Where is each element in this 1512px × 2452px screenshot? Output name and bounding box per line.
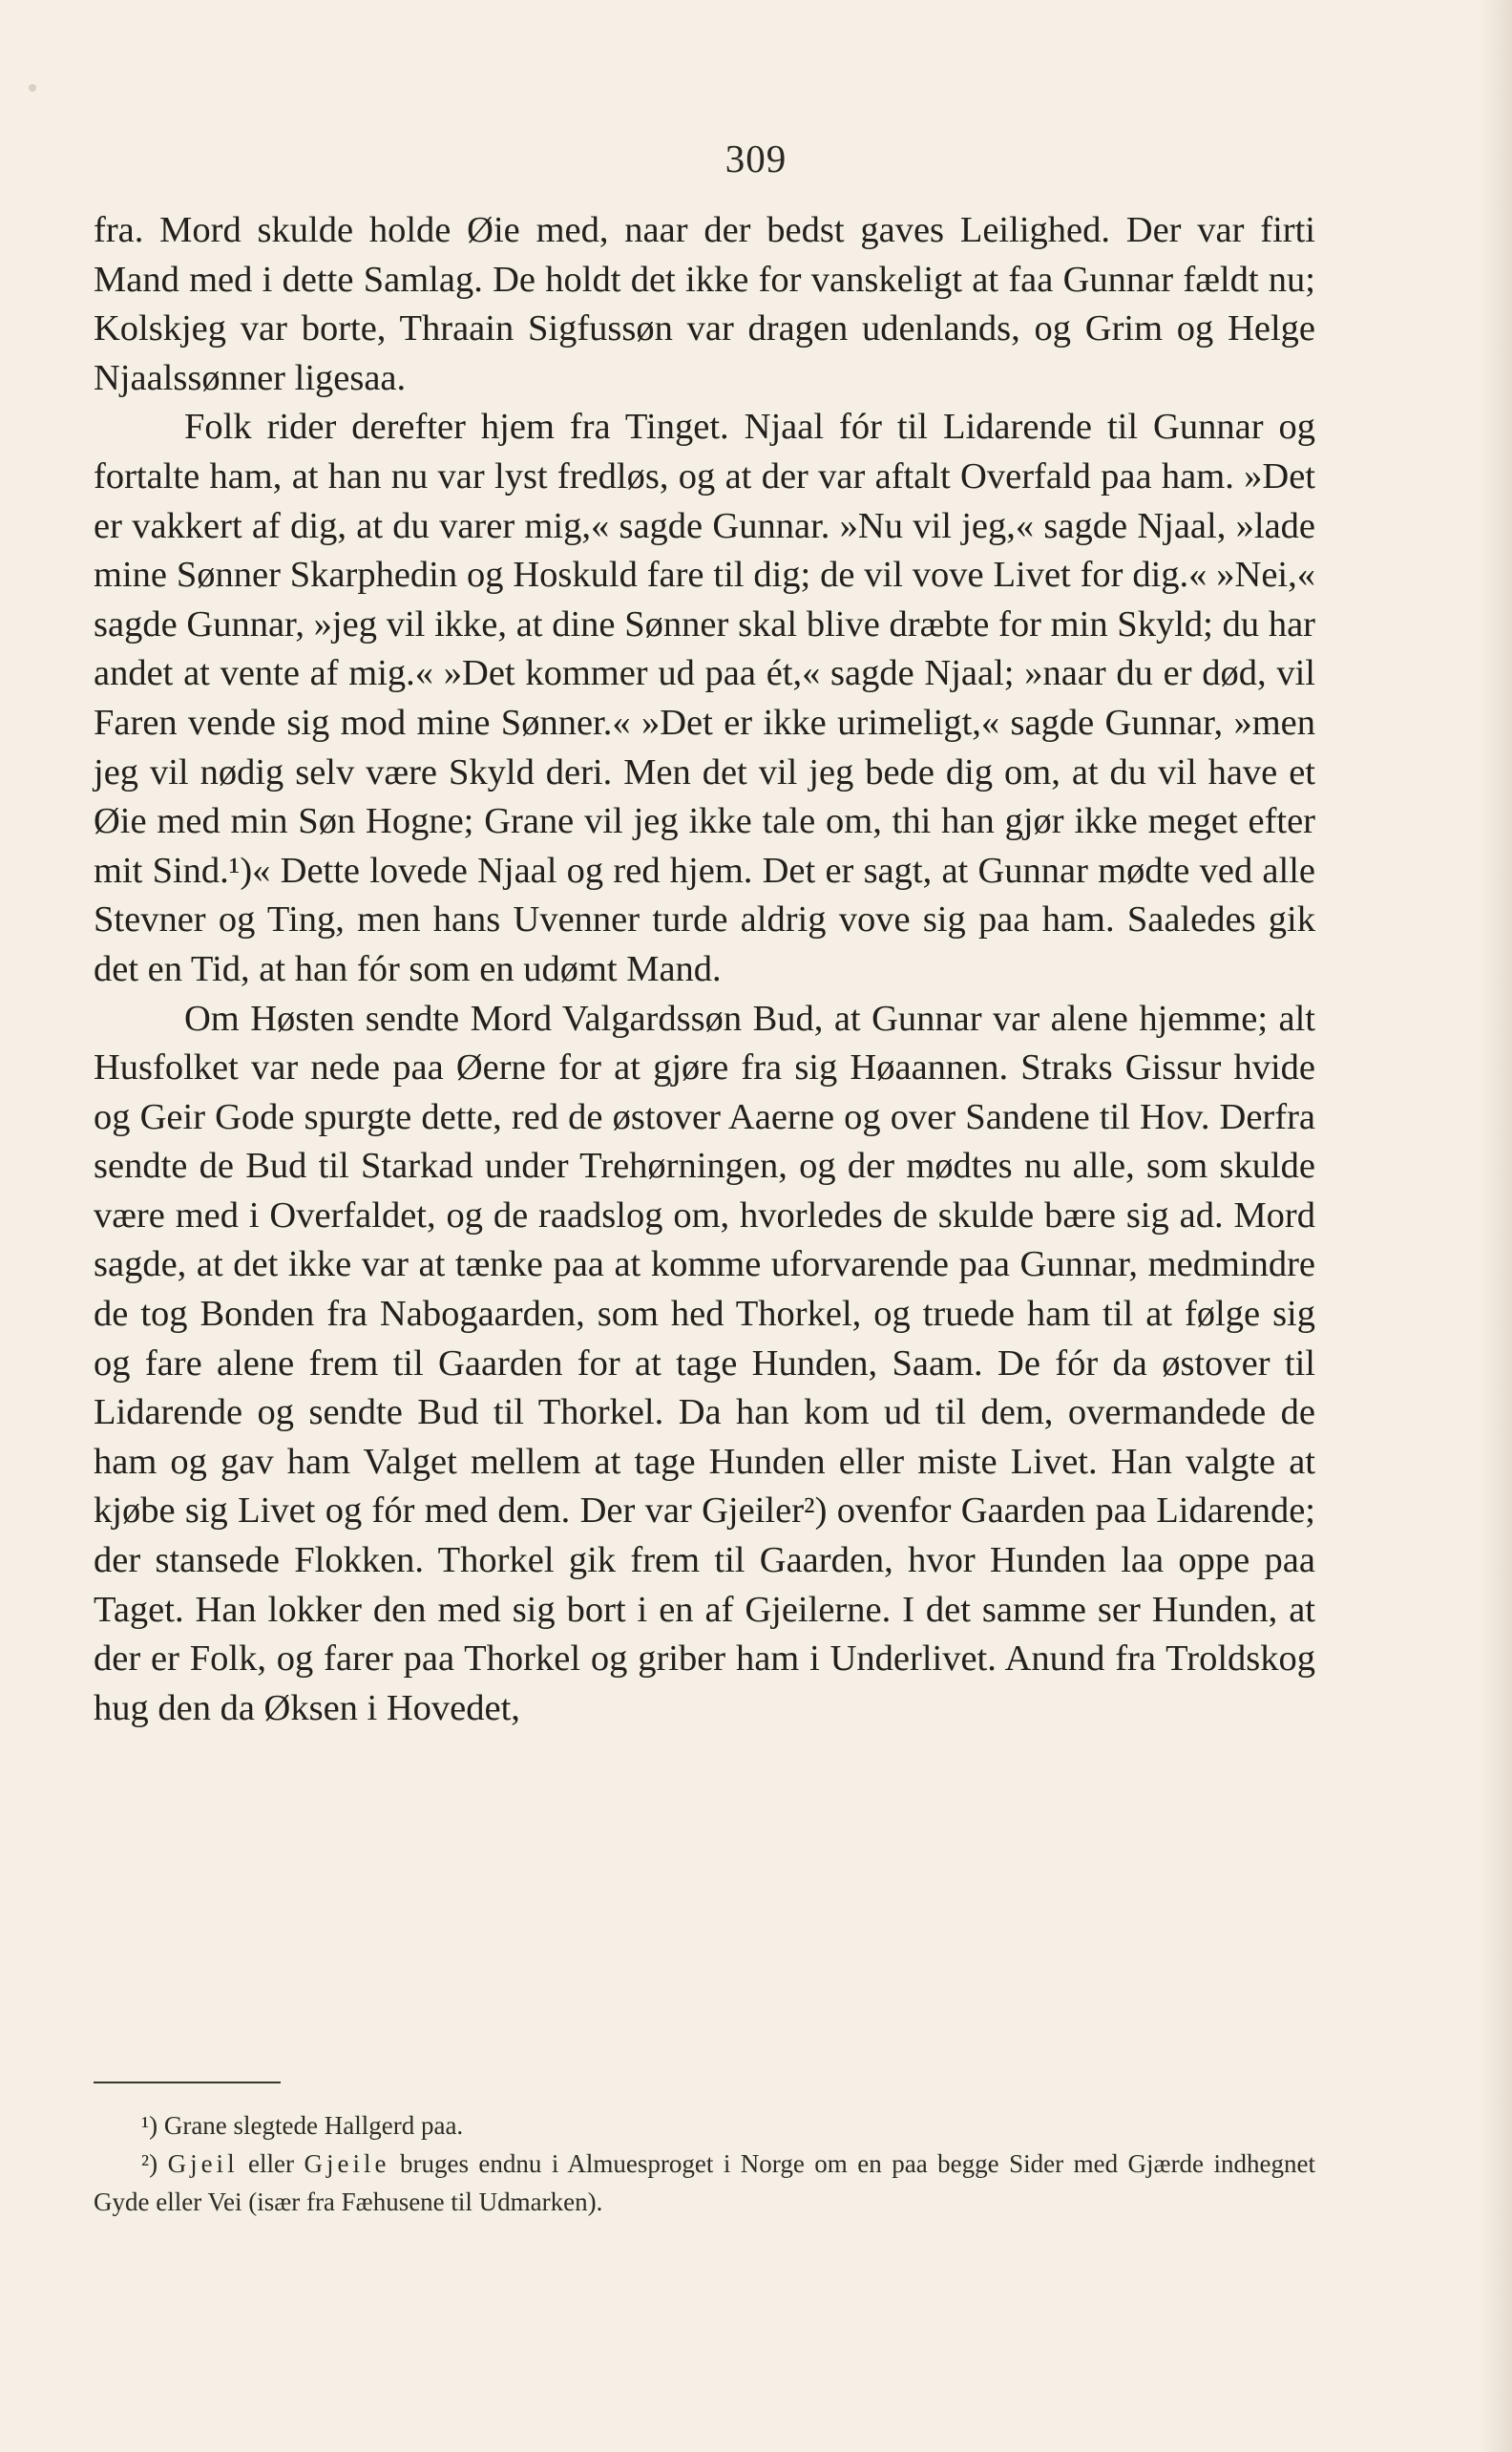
paper-speck [29,84,36,92]
page-number: 309 [724,137,788,180]
footnote-2-term-2: Gjeile [304,2149,390,2178]
paragraph-3: Om Høsten sendte Mord Valgardssøn Bud, at Gunnar var alene hjemme; alt Husfolket var nede paa Øerne for at gjøre fra sig Høaannen. Straks Gissur hvide og Geir Gode spurgte dette, red de østover Aaerne og over Sandene til Hov. Derfra sendte de Bud til Starkad under Trehørningen, og der mødtes nu alle, som skulde være med i Overfaldet, og de raadslog om, hvorledes de skulde bære sig ad. Mord sagde, at det ikke var at tænke paa at komme uforvarende paa Gunnar, medmindre de tog Bonden fra Nabogaarden, som hed Thorkel, og truede ham til at følge sig og fare alene frem til Gaarden for at tage Hunden, Saam. De fór da østover til Lidarende og sendte Bud til Thorkel. Da han kom ud til dem, overmandede de ham og gav ham Valget mellem at tage Hunden eller miste Livet. Han valgte at kjøbe sig Livet og fór med dem. Der var Gjeiler²) ovenfor Gaarden paa Lidarende; der stansede Flokken. Thorkel gik frem til Gaarden, hvor Hunden laa oppe paa Taget. Han lokker den med sig bort i en af Gjeilerne. I det samme ser Hunden, at der er Folk, og farer paa Thorkel og griber ham i Underlivet. Anund fra Troldskog hug den da Øksen i Hovedet, [94,998,1315,1728]
paragraph-2: Folk rider derefter hjem fra Tinget. Njaal fór til Lidarende til Gunnar og fortalte ham, at han nu var lyst fredløs, og at der var aftalt Overfald paa ham. »Det er vakkert af dig, at du varer mig,« sagde Gunnar. »Nu vil jeg,« sagde Njaal, »lade mine Sønner Skarphedin og Hoskuld fare til dig; de vil vove Livet for dig.« »Nei,« sagde Gunnar, »jeg vil ikke, at dine Sønner skal blive dræbte for min Skyld; du har andet at vente af mig.« »Det kommer ud paa ét,« sagde Njaal; »naar du er død, vil Faren vende sig mod mine Sønner.« »Det er ikke urimeligt,« sagde Gunnar, »men jeg vil nødig selv være Skyld deri. Men det vil jeg bede dig om, at du vil have et Øie med min Søn Hogne; Grane vil jeg ikke tale om, thi han gjør ikke meget efter mit Sind.¹)« Dette lovede Njaal og red hjem. Det er sagt, at Gunnar mødte ved alle Stevner og Ting, men hans Uvenner turde aldrig vove sig paa ham. Saaledes gik det en Tid, at han fór som en udømt Mand. [94,407,1315,989]
footnote-2-text: bruges endnu i Almuesproget i Norge om en paa begge Sider med Gjærde indhegnet Gyde eller Vei (især fra Fæhusene til Udmarken). [94,2149,1315,2216]
footnote-rule [94,2082,281,2083]
footnote-2 [94,2145,1315,2221]
body-text [94,206,1315,1733]
paragraph-1: fra. Mord skulde holde Øie med, naar der bedst gaves Leilighed. Der var firti Mand med i dette Samlag. De holdt det ikke for vanskeligt at faa Gunnar fældt nu; Kolskjeg var borte, Thraain Sigfussøn var dragen udenlands, og Grim og Helge Njaalssønner ligesaa. [94,210,1315,398]
footnote-2-term-1: Gjeil [167,2149,239,2178]
footnote-2-marker: ²) [141,2149,168,2178]
page-edge-shadow [1480,0,1512,2452]
footnote-2-connector: eller [238,2149,304,2178]
footnotes [94,2106,1315,2221]
footnote-1: ¹) Grane slegtede Hallgerd paa. [141,2111,464,2140]
